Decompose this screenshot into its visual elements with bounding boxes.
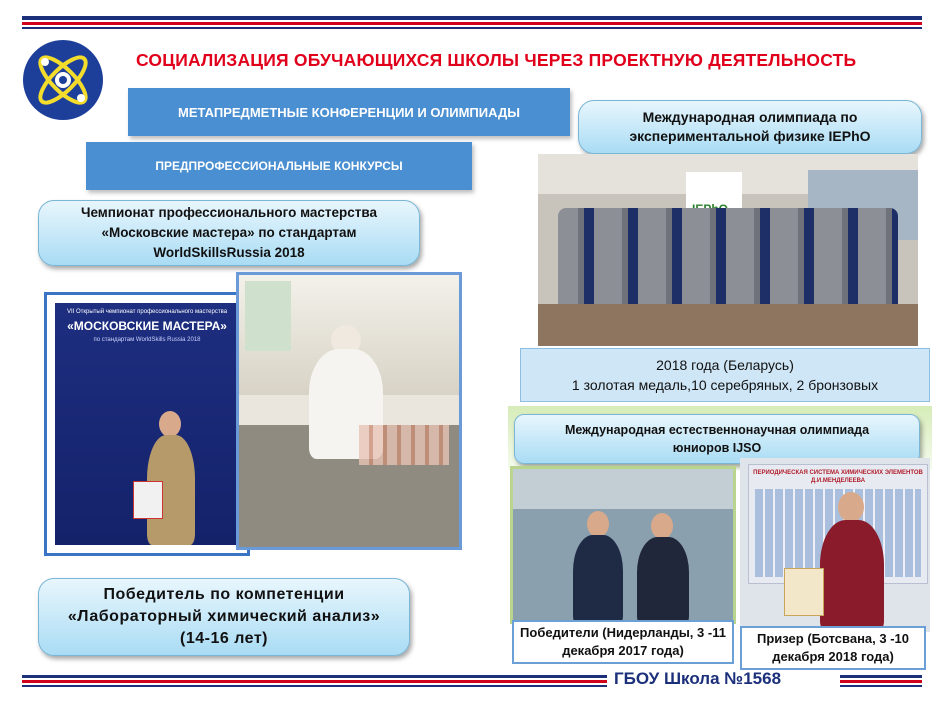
ijso-prize-photo xyxy=(740,458,930,632)
bottom-rule-navy-thin xyxy=(22,685,607,687)
diploma xyxy=(784,568,824,616)
bottom-rule-right-red xyxy=(840,680,922,683)
championship-poster-photo xyxy=(44,292,250,556)
iepho-group-photo xyxy=(538,154,918,346)
student-head xyxy=(587,511,609,537)
student-head xyxy=(159,411,181,437)
floor xyxy=(538,304,918,346)
winner-competency: Победитель по компетенции «Лабораторный химический анализ» (14-16 лет) xyxy=(38,578,410,656)
ceiling xyxy=(513,469,736,509)
top-rule-red xyxy=(22,22,922,25)
poster-title: «МОСКОВСКИЕ МАСТЕРА» xyxy=(67,319,227,333)
bottom-rule-red xyxy=(22,680,607,683)
preprof-contests-banner: ПРЕДПРОФЕССИОНАЛЬНЫЕ КОНКУРСЫ xyxy=(86,142,472,190)
students-group xyxy=(558,208,898,304)
lab-photo xyxy=(236,272,462,550)
ijso-winners-caption: Победители (Нидерланды, 3 -11 декабря 2017 года) xyxy=(512,620,734,664)
student-head xyxy=(651,513,673,539)
school-name: ГБОУ Школа №1568 xyxy=(614,669,782,688)
student-body xyxy=(637,537,689,624)
poster-backdrop xyxy=(55,303,239,545)
ijso-title: Международная естественнонаучная олимпиада юниоров IJSO xyxy=(514,414,920,464)
bottom-rule-right-thin xyxy=(840,685,922,687)
poster-subtitle: по стандартам WorldSkills Russia 2018 xyxy=(93,337,201,343)
student-body xyxy=(820,520,884,632)
top-rule-navy xyxy=(22,16,922,20)
ijso-prize-caption: Призер (Ботсвана, 3 -10 декабря 2018 года) xyxy=(740,626,926,670)
poster-heading: VII Открытый чемпионат профессионального мастерства xyxy=(66,309,228,315)
student-body xyxy=(573,535,623,624)
iepho-result-medals: 1 золотая медаль,10 серебряных, 2 бронзовых xyxy=(571,377,879,393)
meta-conferences-banner: МЕТАПРЕДМЕТНЫЕ КОНФЕРЕНЦИИ И ОЛИМПИАДЫ xyxy=(128,88,570,136)
iepho-result-year: 2018 года (Беларусь) xyxy=(656,357,794,373)
page-title: СОЦИАЛИЗАЦИЯ ОБУЧАЮЩИХСЯ ШКОЛЫ ЧЕРЕЗ ПРОЕКТНУЮ ДЕЯТЕЛЬНОСТЬ xyxy=(136,50,857,70)
iepho-result-box xyxy=(520,348,930,402)
lab-window xyxy=(245,281,291,351)
bottom-rule-navy xyxy=(22,675,607,678)
certificate xyxy=(133,481,163,519)
championship-title: Чемпионат профессионального мастерства «Московские мастера» по стандартам WorldSkillsRussia 2018 xyxy=(38,200,420,266)
board-text: ПЕРИОДИЧЕСКАЯ СИСТЕМА ХИМИЧЕСКИХ ЭЛЕМЕНТОВ Д.И.МЕНДЕЛЕЕВА xyxy=(753,470,923,484)
flasks xyxy=(359,425,449,465)
atom-logo-icon xyxy=(23,40,103,120)
bottom-rule-right-navy xyxy=(840,675,922,678)
top-rule-navy-thin xyxy=(22,27,922,29)
ijso-winners-photo xyxy=(510,466,736,624)
student-head xyxy=(838,492,864,522)
iepho-title: Международная олимпиада по экспериментальной физике IEPhO xyxy=(578,100,922,154)
